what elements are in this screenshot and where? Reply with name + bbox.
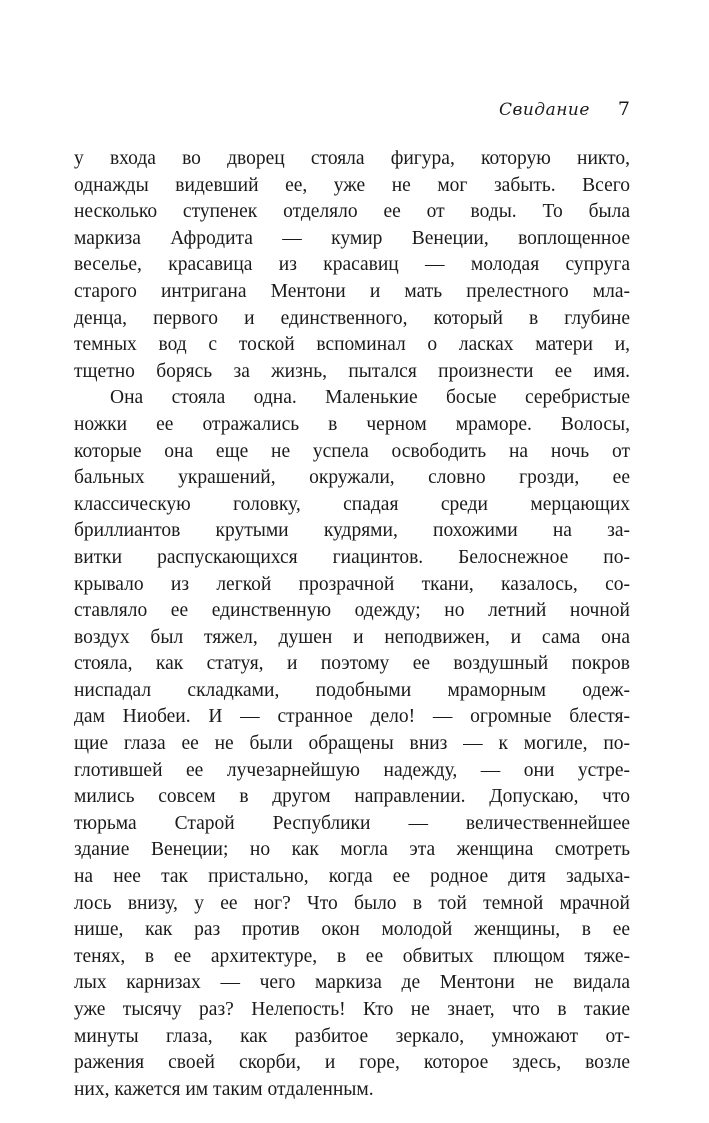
running-header: [499, 98, 630, 120]
text-line: классическую головку, спадая среди мерцающих: [74, 493, 630, 515]
text-line: бальных украшений, окружали, словно грозди, ее: [74, 467, 630, 489]
text-line: лых карнизах — чего маркиза де Ментони не видала: [74, 972, 630, 994]
text-line: стояла, как статуя, и поэтому ее воздушный покров: [74, 653, 630, 675]
paragraph-1: [74, 146, 630, 385]
text-line: у входа во дворец стояла фигура, которую никто,: [74, 148, 630, 169]
text-line: уже тысячу раз? Нелепость! Кто не знает, что в такие: [74, 999, 630, 1020]
text-line: ножки ее отражались в черном мраморе. Волосы,: [74, 413, 630, 435]
text-line: глотившей ее лучезарнейшую надежду, — они устре-: [74, 759, 630, 781]
text-line: однажды видевший ее, уже не мог забыть. Всего: [74, 174, 630, 196]
text-line: на нее так пристально, когда ее родное дитя задыха-: [74, 866, 630, 888]
text-line: старого интригана Ментони и мать прелестного мла-: [74, 280, 630, 302]
text-line: крывало из легкой прозрачной ткани, казалось, со-: [74, 573, 630, 595]
text-line: витки распускающихся гиацинтов. Белоснежное по-: [74, 546, 630, 568]
text-line: веселье, красавица из красавиц — молодая супруга: [74, 254, 630, 276]
text-line: здание Венеции; но как могла эта женщина смотреть: [74, 839, 630, 861]
text-line: нише, как раз против окон молодой женщины, в ее: [74, 919, 630, 941]
text-line: ражения своей скорби, и горе, которое здесь, возле: [74, 1052, 630, 1074]
paragraph-2: [74, 385, 630, 1103]
text-line: темных вод с тоской вспоминал о ласках матери и,: [74, 334, 630, 356]
text-line: тщетно борясь за жизнь, пытался произнести ее имя.: [74, 360, 630, 382]
text-line: ниспадал складками, подобными мраморным одеж-: [74, 679, 630, 701]
text-line: Она стояла одна. Маленькие босые серебристые: [110, 387, 630, 409]
text-line: бриллиантов крутыми кудрями, похожими на за-: [74, 520, 630, 542]
text-line: них, кажется им таким отдаленным.: [74, 1078, 374, 1100]
text-line: тюрьма Старой Республики — величественнейшее: [74, 812, 630, 834]
text-line: которые она еще не успела освободить на ночь от: [74, 440, 630, 462]
text-line: ставляло ее единственную одежду; но летний ночной: [74, 600, 630, 622]
text-line: денца, первого и единственного, который в глубине: [74, 307, 630, 329]
text-line: лось внизу, у ее ног? Что было в той темной мрачной: [74, 892, 630, 914]
text-line: воздух был тяжел, душен и неподвижен, и сама она: [74, 626, 630, 648]
text-line: несколько ступенек отделяло ее от воды. То была: [74, 201, 630, 223]
text-line: мились совсем в другом направлении. Допускаю, что: [74, 786, 630, 808]
text-line: щие глаза ее не были обращены вниз — к могиле, по-: [74, 733, 630, 755]
text-line: минуты глаза, как разбитое зеркало, умножают от-: [74, 1025, 630, 1047]
text-line: дам Ниобеи. И — странное дело! — огромные блестя-: [74, 706, 630, 728]
page-number: 7: [617, 98, 630, 120]
book-page: [74, 0, 630, 1123]
text-line: тенях, в ее архитектуре, в ее обвитых плющом тяже-: [74, 945, 630, 967]
text-line: маркиза Афродита — кумир Венеции, воплощенное: [74, 227, 630, 249]
body-text: [74, 146, 630, 1103]
running-title: Свидание: [498, 100, 590, 120]
